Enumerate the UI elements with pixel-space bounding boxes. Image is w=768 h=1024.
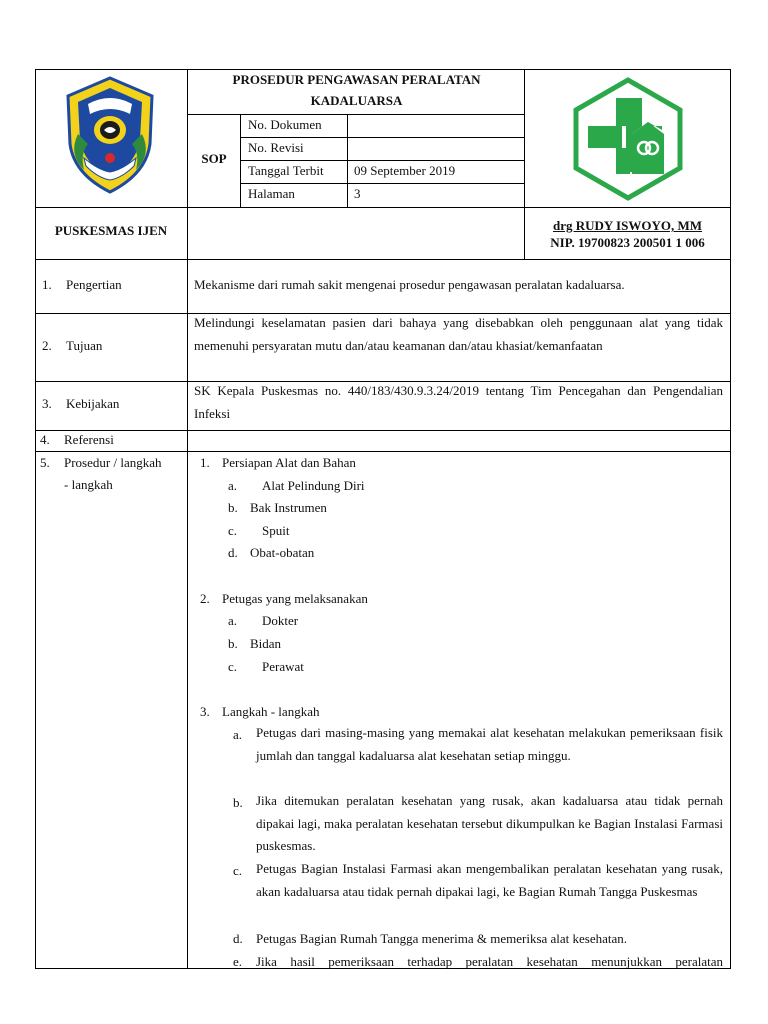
section-text-tujuan: Melindungi keselamatan pasien dari bahaya yang disebabkan oleh penggunaan alat yang tidak memenuhi persyaratan mutu dan/atau keamanan dan/atau khasiat/kemanfaatan [194,315,723,353]
step-letter: d. [233,931,243,946]
org-row-bottom-line [35,259,731,260]
step-letter: e. [233,954,243,969]
organization-name: PUSKESMAS IJEN [54,223,168,238]
procedure-step: Petugas dari masing-masing yang memakai alat kesehatan melakukan pemeriksaan fisik jumlah dan tanggal kadaluarsa alat kesehatan setiap minggu. [256,725,723,763]
step-letter: b. [233,795,243,810]
meta-label-halaman: Halaman [248,186,295,201]
regional-emblem-logo [58,74,162,196]
procedure-group-number: 3. [200,704,210,719]
step-letter: c. [233,863,243,878]
sop-column-divider [240,114,241,208]
list-item: Dokter [262,613,299,628]
procedure-step: Jika ditemukan peralatan kesehatan yang rusak, akan kadaluarsa atau tidak pernah dipakai lagi, maka peralatan kesehatan tersebut dikumpulkan ke Bagian Instalasi Farmasi puskesmas. [256,793,723,853]
section-label-pengertian: Pengertian [66,277,122,292]
list-item: Bak Instrumen [250,500,327,515]
procedure-group-number: 2. [200,591,210,606]
section-number: 5. [40,455,50,470]
meta-label-no-dokumen: No. Dokumen [248,117,322,132]
list-item: Perawat [262,659,304,674]
puskesmas-logo [570,76,686,202]
label-column-divider [187,69,188,969]
procedure-group-title: Petugas yang melaksanakan [222,591,368,606]
list-item-letter: b. [228,500,238,515]
list-item: Obat-obatan [250,545,315,560]
meta-label-no-revisi: No. Revisi [248,140,304,155]
list-item-letter: b. [228,636,238,651]
list-item-letter: a. [228,613,238,628]
section-number: 2. [42,338,52,353]
header-bottom-line [35,207,731,208]
row-divider [35,451,731,452]
list-item-letter: d. [228,545,238,560]
meta-value-divider [347,114,348,208]
meta-row-divider [240,183,525,184]
table-border-left [35,69,36,969]
sop-label: SOP [201,151,227,166]
procedure-step: Jika hasil pemeriksaan terhadap peralatan kesehatan menunjukkan peralatan [256,954,723,969]
regional-emblem-icon [58,74,162,196]
signer-name: drg RUDY ISWOYO, MM [552,218,702,233]
section-label-kebijakan: Kebijakan [66,396,120,411]
section-number: 4. [40,432,50,447]
procedure-step: Petugas Bagian Rumah Tangga menerima & memeriksa alat kesehatan. [256,931,628,946]
list-item: Spuit [262,523,290,538]
section-number: 3. [42,396,52,411]
document-title-line1: PROSEDUR PENGAWASAN PERALATAN [232,72,481,87]
section-label-prosedur-line1: Prosedur / langkah [64,455,162,470]
section-label-referensi: Referensi [64,432,114,447]
section-label-prosedur-line2: - langkah [64,477,113,492]
table-border-right [730,69,731,969]
row-divider [35,430,731,431]
section-number: 1. [42,277,52,292]
procedure-group-title: Langkah - langkah [222,704,320,719]
meta-value-halaman: 3 [354,186,361,201]
section-text-pengertian: Mekanisme dari rumah sakit mengenai prosedur pengawasan peralatan kadaluarsa. [194,277,625,292]
procedure-step: Petugas Bagian Instalasi Farmasi akan mengembalikan peralatan kesehatan yang rusak, akan kadaluarsa atau tidak pernah dipakai lagi, ke Bagian Rumah Tangga Puskesmas [256,861,723,899]
list-item: Alat Pelindung Diri [262,478,365,493]
step-letter: a. [233,727,243,742]
section-text-kebijakan: SK Kepala Puskesmas no. 440/183/430.9.3.24/2019 tentang Tim Pencegahan dan Pengendalian Infeksi [194,383,723,421]
document-title-line2: KADALUARSA [310,93,403,108]
title-divider [188,114,525,115]
list-item-letter: a. [228,478,238,493]
section-label-tujuan: Tujuan [66,338,103,353]
procedure-group-title: Persiapan Alat dan Bahan [222,455,356,470]
list-item: Bidan [250,636,282,651]
meta-value-tanggal-terbit: 09 September 2019 [354,163,456,178]
list-item-letter: c. [228,659,238,674]
meta-label-tanggal-terbit: Tanggal Terbit [248,163,324,178]
list-item-letter: c. [228,523,238,538]
meta-row-divider [240,137,525,138]
meta-row-divider [240,160,525,161]
signer-nip: NIP. 19700823 200501 1 006 [550,235,705,250]
health-cross-icon [570,76,686,202]
procedure-group-number: 1. [200,455,210,470]
